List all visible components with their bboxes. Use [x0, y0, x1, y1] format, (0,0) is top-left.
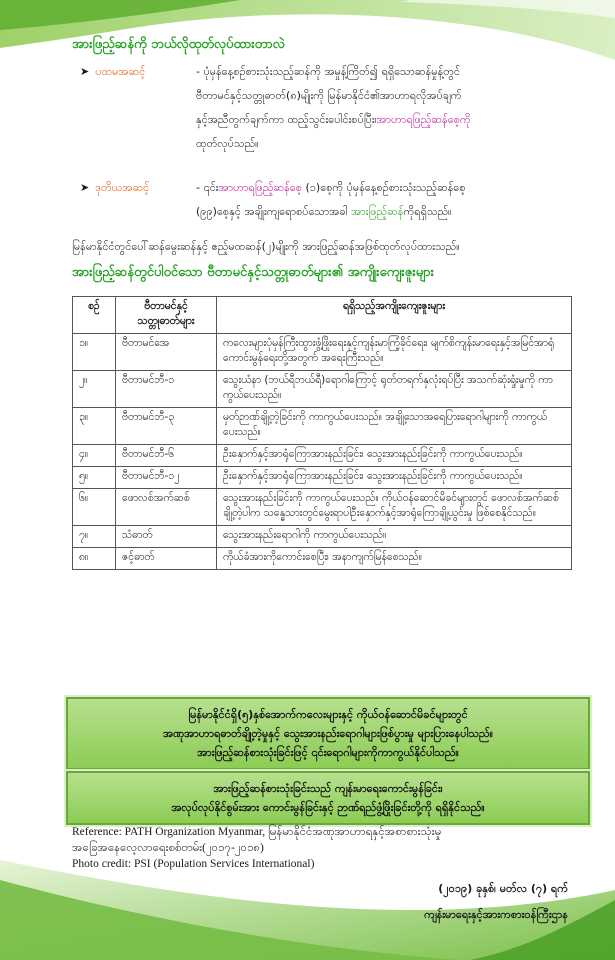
arrow-right-icon: ➤ — [80, 65, 90, 78]
stage-2-description — [196, 176, 556, 224]
stage-1-line: - ပုံမှန်နေ့စဉ်စားသုံးသည့်ဆန်ကို အမှုန့်ကြိတ်၍ ရရှိသောဆန်မှုန့်တွင် — [196, 65, 461, 78]
header-benefits: ရရှိသည့်အကျိုးကျေးဇူးများ — [217, 297, 572, 334]
table-row: ၅။ ဗီတာမင်ဘီ-၁၂ ဦးနှောက်နှင့်အာရုံကြောအားနည်းခြင်း၊ သွေးအားနည်းခြင်းကို ကာကွယ်ပေးသည်။ — [73, 467, 572, 489]
stage-1-line: ဗီတာမင်နှင့်သတ္တုဓာတ်(၈)မျိုးကို မြန်မာနိုင်ငံ၏အာဟာရလိုအပ်ချက် — [196, 89, 462, 102]
stage-2-line: - ၎င်းအာဟာရဖြည့်ဆန်စေ့ (၁)စေ့ကို ပုံမှန်နေ့စဉ်စားသုံးသည့်ဆန်စေ့ — [196, 181, 466, 194]
highlight-line: အလုပ်လုပ်နိုင်စွမ်းအား ကောင်းမွန်ခြင်းနှင့် ဉာဏ်ရည်ဖွံ့ဖြိုးခြင်းတို့ကို ရရှိနိုင်သည်။ — [171, 801, 485, 814]
stage-1-description — [196, 60, 556, 156]
header-nutrient: ဗီတာမင်နှင့် သတ္တုဓာတ်များ — [116, 297, 217, 334]
highlight-line: အားဖြည့်ဆန်စားသုံးခြင်းသည် ကျန်းမာရေးကောင်းမွန်ခြင်း၊ — [213, 782, 443, 795]
header-no: စဉ် — [73, 297, 116, 334]
summary-text: မြန်မာနိုင်ငံတွင်ပေါ်ဆန်မွေးဆန်နှင့် ဧည့်မထဆန်(၂)မျိုးကို အားဖြည့်ဆန်အဖြစ်ထုတ်လုပ်ထားသည်။ — [72, 240, 460, 253]
highlight-line: မြန်မာနိုင်ငံရှိ(၅)နှစ်အောက်ကလေးများနှင့် ကိုယ်ဝန်ဆောင်မိခင်များတွင် — [188, 708, 468, 721]
highlight-box-children — [66, 697, 590, 770]
stage-2-line: (၉၉)စေ့နှင့် အချိုးကျရောစပ်သောအခါ အားဖြည့်ဆန်ကိုရရှိသည်။ — [196, 205, 452, 218]
table-row: ၈။ ဇင့်ဓာတ် ကိုယ်ခံအားကိုကောင်းစေပြီး၊ အနာကျက်မြန်စေသည်။ — [73, 548, 572, 570]
table-row: ၄။ ဗီတာမင်ဘီ-၆ ဦးနှောက်နှင့်အာရုံကြောအားနည်းခြင်း၊ သွေးအားနည်းခြင်းကို ကာကွယ်ပေးသည်။ — [73, 445, 572, 467]
highlight-line: အားဖြည့်ဆန်စားသုံးခြင်းဖြင့် ၎င်းရောဂါများကိုကာကွယ်နိုင်ပါသည်။ — [197, 746, 459, 759]
table-title: အားဖြည့်ဆန်တွင်ပါဝင်သော ဗီတာမင်နှင့်သတ္တုဓာတ်များ၏ အကျိုးကျေးဇူးများ — [72, 265, 434, 280]
table-row: ၇။ သံဓာတ် သွေးအားနည်းရောဂါကို ကာကွယ်ပေးသည်။ — [73, 526, 572, 548]
reference-block — [72, 824, 441, 872]
reference-line: Reference: PATH Organization Myanmar, မြန်မာနိုင်ငံအဏုအာဟာရနှင့်အစာစားသုံးမှု — [72, 826, 442, 838]
table-header-row — [73, 297, 572, 334]
highlight-box-benefits — [66, 771, 590, 825]
organization-name: ကျန်းမာရေးနှင့်အားကစားဝန်ကြီးဌာန — [424, 908, 568, 921]
stage-1-line: ထုတ်လုပ်သည်။ — [196, 137, 259, 150]
main-title: အားဖြည့်ဆန်ကို ဘယ်လိုထုတ်လုပ်ထားတာလဲ — [72, 37, 285, 52]
table-row: ၁။ ဗီတာမင်အေ ကလေးများပုံမှန်ကြီးထွားဖွံ့ဖြိုးရေးနှင့်ကျန်းမာကြံ့ခိုင်ရေး၊ မျက်စိကျန်းမာရေးနှင့်အမြင်အာရုံကောင်းမွန်ရေးတို့အတွက် အရေးကြီးသည်။ — [73, 334, 572, 371]
highlight-line: အဏုအာဟာရဓာတ်ချို့တဲ့မှုနှင့် သွေးအားနည်းရောဂါများဖြစ်ပွားမှု များပြားနေပါသည်။ — [162, 727, 494, 740]
reference-line: အခြေအနေလေ့လာရေးစစ်တမ်း(၂၀၁၇-၂၀၁၈) — [72, 842, 264, 854]
table-row: ၆။ ဖောလစ်အက်ဆစ် သွေးအားနည်းခြင်းကို ကာကွယ်ပေးသည်။ ကိုယ်ဝန်ဆောင်မိခင်များတွင် ဖောလစ်အက်ဆစ်ချို့တဲ့ပါက သန္ဓေသားတွင်မွေးရာပါဦးနှောက်နှင့်အာရုံကြောချို့ယွင်းမှု ဖြစ်စေနိုင်သည်။ — [73, 489, 572, 526]
arrow-right-icon: ➤ — [80, 181, 90, 194]
photo-credit: Photo credit: PSI (Population Services International) — [72, 858, 315, 870]
benefits-table — [72, 296, 572, 570]
table-row: ၃။ ဗီတာမင်ဘီ-၃ မှတ်ဉာဏ်ချို့တဲ့ခြင်းကို ကာကွယ်ပေးသည်။ အချို့သောအရေပြားရောဂါများကို ကာကွယ်ပေးသည်။ — [73, 408, 572, 445]
publish-date: (၂၀၁၉) ခုနှစ်၊ မတ်လ (၇) ရက် — [438, 882, 568, 895]
stage-2-label: ➤ ဒုတိယအဆင့် — [80, 181, 150, 194]
stage-1-line: နှင့်အညီတွက်ချက်ကာ ထည့်သွင်းပေါင်းစပ်ပြီး၊အာဟာရဖြည့်ဆန်စေ့ကို — [196, 113, 471, 126]
stage-1-label: ➤ ပထမအဆင့် — [80, 65, 146, 78]
table-row: ၂။ ဗီတာမင်ဘီ-၁ သွေးယံနာ (ဘယ်ရီဘယ်ရီ)ရောဂါကြောင့် ရုတ်တရက်နှလုံးရပ်ပြီး အသက်ဆုံးရှုံးမှုကို ကာကွယ်ပေးသည်။ — [73, 371, 572, 408]
